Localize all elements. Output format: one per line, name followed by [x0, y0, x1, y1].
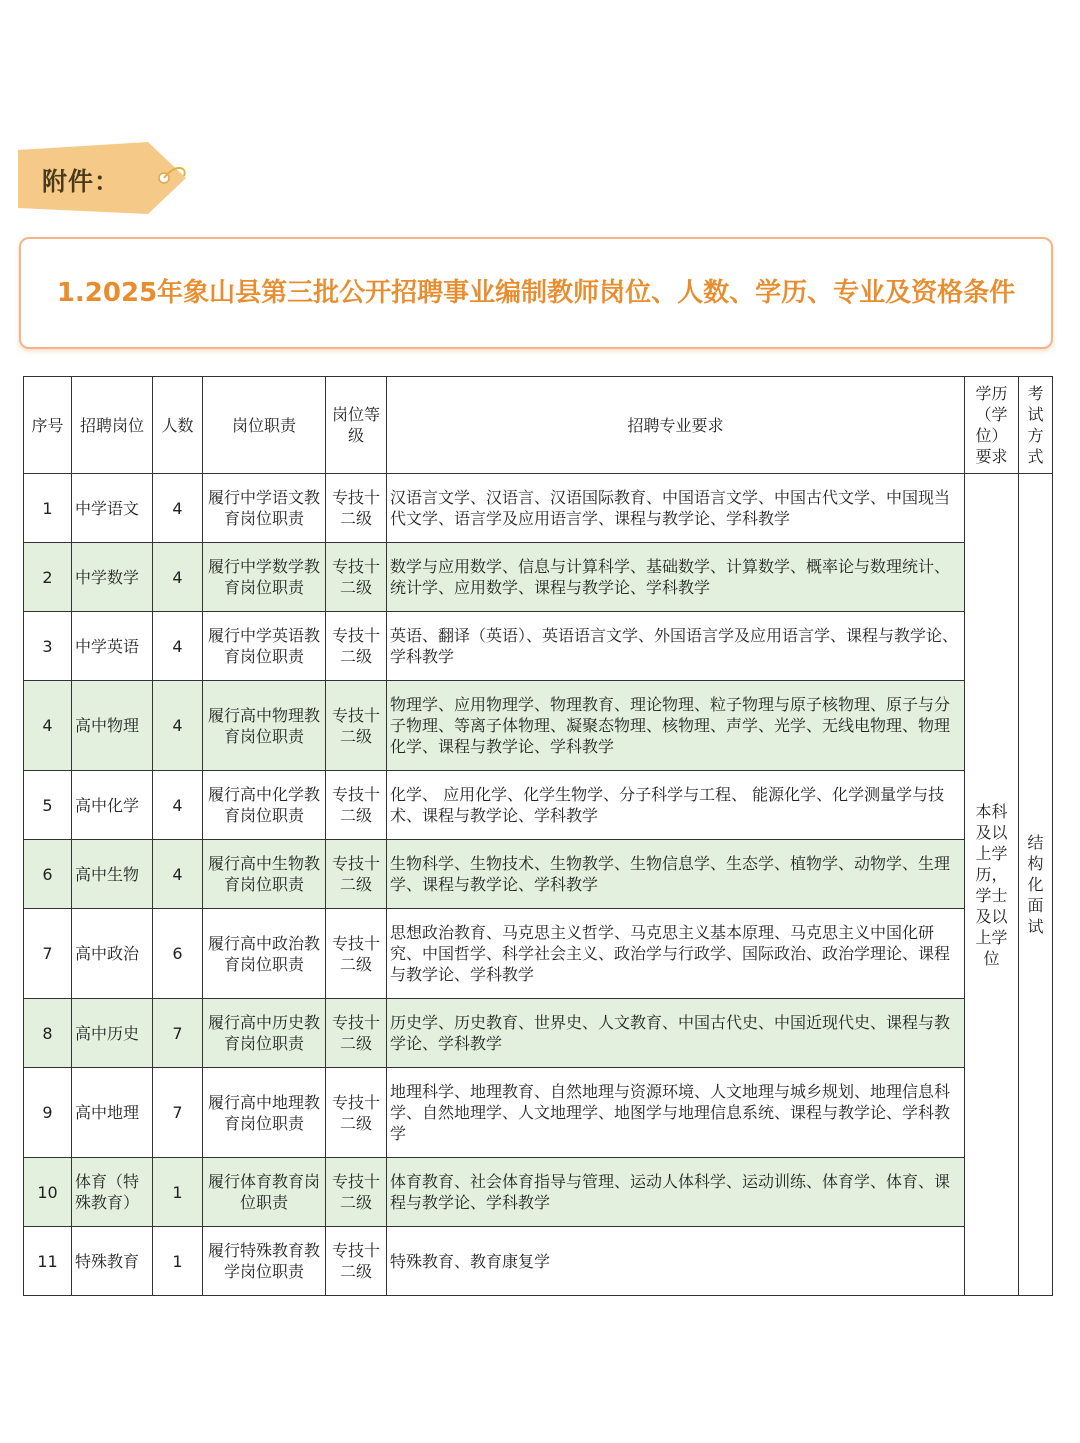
header-index: 序号	[24, 377, 72, 474]
cell-major: 思想政治教育、马克思主义哲学、马克思主义基本原理、马克思主义中国化研究、中国哲学、科学社会主义、政治学与行政学、国际政治、政治学理论、课程与教学论、学科教学	[387, 909, 965, 999]
cell-major: 体育教育、社会体育指导与管理、运动人体科学、运动训练、体育学、体育、课程与教学论、学科教学	[387, 1158, 965, 1227]
table-row	[24, 999, 1053, 1068]
cell-count: 4	[153, 474, 203, 543]
cell-position: 高中政治	[72, 909, 153, 999]
title-box	[19, 237, 1053, 349]
table-row	[24, 840, 1053, 909]
cell-grade: 专技十二级	[326, 840, 387, 909]
cell-count: 7	[153, 999, 203, 1068]
cell-grade: 专技十二级	[326, 474, 387, 543]
recruitment-table	[23, 376, 1053, 1296]
cell-duty: 履行高中政治教育岗位职责	[203, 909, 326, 999]
cell-index: 5	[24, 771, 72, 840]
header-education: 学历（学位）要求	[965, 377, 1019, 474]
cell-duty: 履行特殊教育教学岗位职责	[203, 1227, 326, 1296]
cell-grade: 专技十二级	[326, 1227, 387, 1296]
cell-grade: 专技十二级	[326, 909, 387, 999]
cell-grade: 专技十二级	[326, 999, 387, 1068]
cell-grade: 专技十二级	[326, 1158, 387, 1227]
cell-duty: 履行高中物理教育岗位职责	[203, 681, 326, 771]
cell-position: 高中生物	[72, 840, 153, 909]
cell-count: 4	[153, 840, 203, 909]
table-row	[24, 771, 1053, 840]
attachment-label: 附件：	[42, 167, 121, 196]
cell-duty: 履行中学语文教育岗位职责	[203, 474, 326, 543]
cell-index: 9	[24, 1068, 72, 1158]
table-header-row	[24, 377, 1053, 474]
cell-duty: 履行体育教育岗位职责	[203, 1158, 326, 1227]
cell-major: 汉语言文学、汉语言、汉语国际教育、中国语言文学、中国古代文学、中国现当代文学、语言学及应用语言学、课程与教学论、学科教学	[387, 474, 965, 543]
cell-grade: 专技十二级	[326, 543, 387, 612]
cell-count: 1	[153, 1227, 203, 1296]
attachment-tag	[18, 142, 188, 214]
cell-major: 英语、翻译（英语）、英语语言文学、外国语言学及应用语言学、课程与教学论、学科教学	[387, 612, 965, 681]
cell-grade: 专技十二级	[326, 1068, 387, 1158]
cell-major: 数学与应用数学、信息与计算科学、基础数学、计算数学、概率论与数理统计、统计学、应用数学、课程与教学论、学科教学	[387, 543, 965, 612]
cell-position: 高中物理	[72, 681, 153, 771]
cell-position: 体育（特殊教育）	[72, 1158, 153, 1227]
cell-count: 4	[153, 543, 203, 612]
table-row	[24, 1227, 1053, 1296]
exam-method-cell: 结构化面试	[1019, 474, 1053, 1296]
header-exam: 考试方式	[1019, 377, 1053, 474]
cell-index: 1	[24, 474, 72, 543]
table-row	[24, 1068, 1053, 1158]
cell-position: 中学英语	[72, 612, 153, 681]
table-row	[24, 612, 1053, 681]
cell-count: 4	[153, 681, 203, 771]
cell-duty: 履行高中历史教育岗位职责	[203, 999, 326, 1068]
cell-index: 6	[24, 840, 72, 909]
header-duty: 岗位职责	[203, 377, 326, 474]
table-row	[24, 543, 1053, 612]
cell-major: 历史学、历史教育、世界史、人文教育、中国古代史、中国近现代史、课程与教学论、学科教学	[387, 999, 965, 1068]
cell-count: 4	[153, 771, 203, 840]
cell-index: 3	[24, 612, 72, 681]
cell-duty: 履行中学英语教育岗位职责	[203, 612, 326, 681]
cell-grade: 专技十二级	[326, 771, 387, 840]
cell-position: 高中化学	[72, 771, 153, 840]
cell-duty: 履行高中地理教育岗位职责	[203, 1068, 326, 1158]
education-requirement-cell: 本科及以上学历，学士及以上学位	[965, 474, 1019, 1296]
table-row	[24, 681, 1053, 771]
table-row	[24, 474, 1053, 543]
header-major: 招聘专业要求	[387, 377, 965, 474]
cell-major: 物理学、应用物理学、物理教育、理论物理、粒子物理与原子核物理、原子与分子物理、等离子体物理、凝聚态物理、核物理、声学、光学、无线电物理、物理化学、课程与教学论、学科教学	[387, 681, 965, 771]
cell-position: 特殊教育	[72, 1227, 153, 1296]
cell-count: 7	[153, 1068, 203, 1158]
table-row	[24, 909, 1053, 999]
cell-index: 7	[24, 909, 72, 999]
cell-index: 8	[24, 999, 72, 1068]
cell-major: 特殊教育、教育康复学	[387, 1227, 965, 1296]
cell-grade: 专技十二级	[326, 612, 387, 681]
cell-duty: 履行高中生物教育岗位职责	[203, 840, 326, 909]
cell-duty: 履行高中化学教育岗位职责	[203, 771, 326, 840]
cell-count: 4	[153, 612, 203, 681]
cell-count: 1	[153, 1158, 203, 1227]
cell-major: 生物科学、生物技术、生物教学、生物信息学、生态学、植物学、动物学、生理学、课程与教学论、学科教学	[387, 840, 965, 909]
cell-position: 高中地理	[72, 1068, 153, 1158]
cell-index: 10	[24, 1158, 72, 1227]
cell-position: 中学语文	[72, 474, 153, 543]
cell-index: 4	[24, 681, 72, 771]
cell-major: 地理科学、地理教育、自然地理与资源环境、人文地理与城乡规划、地理信息科学、自然地理学、人文地理学、地图学与地理信息系统、课程与教学论、学科教学	[387, 1068, 965, 1158]
cell-duty: 履行中学数学教育岗位职责	[203, 543, 326, 612]
cell-grade: 专技十二级	[326, 681, 387, 771]
page-title: 1.2025年象山县第三批公开招聘事业编制教师岗位、人数、学历、专业及资格条件	[56, 278, 1016, 308]
cell-major: 化学、 应用化学、化学生物学、分子科学与工程、 能源化学、化学测量学与技术、课程与教学论、学科教学	[387, 771, 965, 840]
header-count: 人数	[153, 377, 203, 474]
header-position: 招聘岗位	[72, 377, 153, 474]
table-row	[24, 1158, 1053, 1227]
cell-position: 中学数学	[72, 543, 153, 612]
cell-index: 11	[24, 1227, 72, 1296]
header-grade: 岗位等级	[326, 377, 387, 474]
cell-position: 高中历史	[72, 999, 153, 1068]
cell-count: 6	[153, 909, 203, 999]
cell-index: 2	[24, 543, 72, 612]
